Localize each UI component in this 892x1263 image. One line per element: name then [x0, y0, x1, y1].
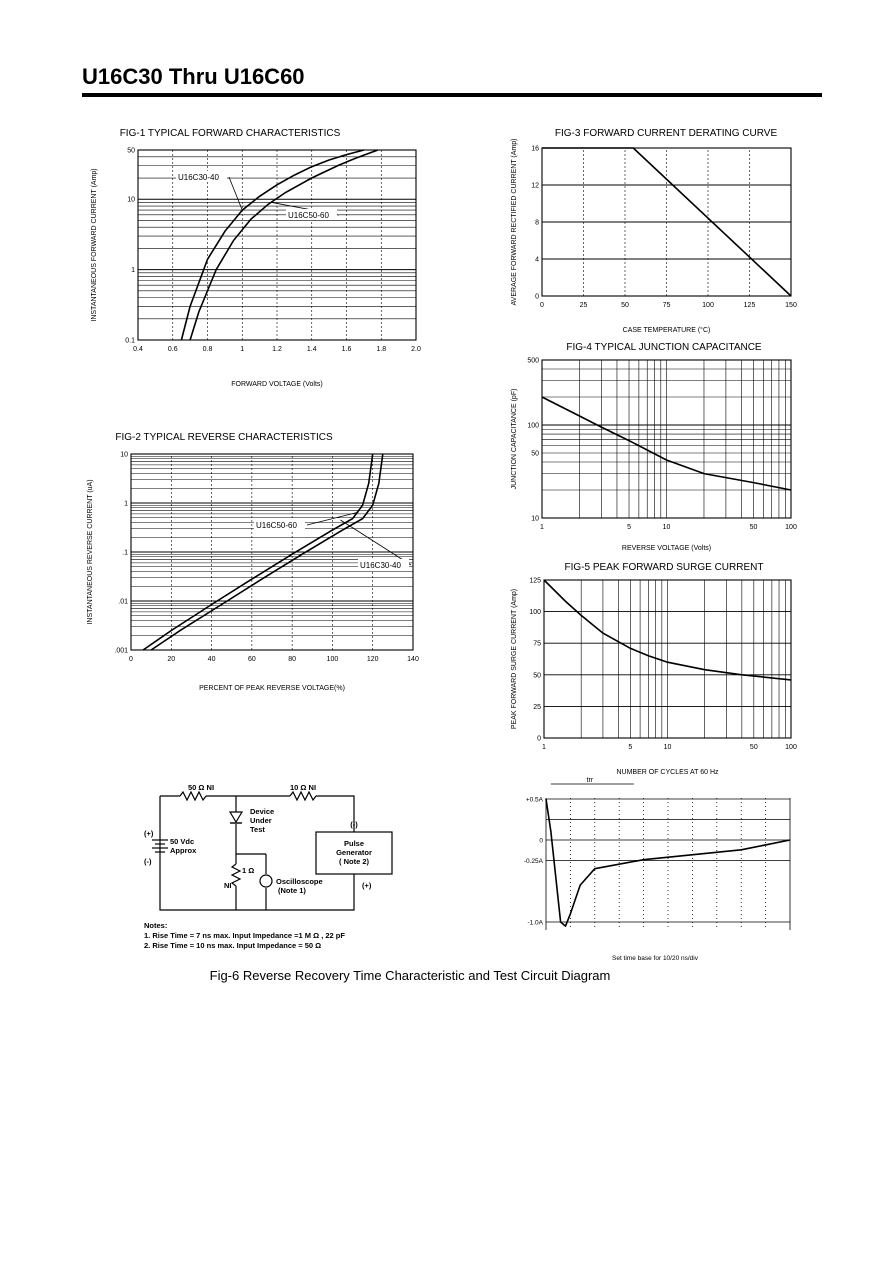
resistor-r2	[290, 792, 316, 800]
fig5-xtick-label: 100	[785, 744, 797, 751]
fig6-trr-label: trr	[586, 777, 594, 784]
fig4-xtick-label: 10	[662, 524, 671, 531]
fig1-xlabel: FORWARD VOLTAGE (Volts)	[231, 381, 323, 388]
fig4-ytick-label: 100	[527, 422, 539, 430]
pg-minus-label: (-)	[350, 820, 358, 829]
oscilloscope-symbol	[260, 875, 272, 887]
fig2-ytick-label: 1	[124, 500, 128, 508]
fig1-annotation-leader	[229, 177, 242, 210]
fig3-ytick-label: 12	[531, 182, 539, 190]
fig2-annotation-label: U16C30-40	[360, 561, 401, 570]
r2-label: 10 Ω NI	[290, 783, 317, 792]
fig1-xtick-label: 1.6	[341, 346, 352, 353]
scope-label-2: (Note 1)	[278, 886, 306, 895]
pulse-label-3: ( Note 2)	[339, 857, 369, 866]
fig3-ylabel: AVERAGE FORWARD RECTIFIED CURRENT (Amp)	[511, 138, 518, 306]
fig5-ytick-label: 0	[537, 735, 541, 743]
fig2-title: FIG-2 TYPICAL REVERSE CHARACTERISTICS	[115, 432, 333, 443]
fig2-annotation-leader	[340, 520, 411, 565]
fig6-ytick-label: 0	[539, 837, 543, 845]
diode-symbol	[230, 812, 242, 822]
dut-label-1: Device	[250, 807, 275, 816]
fig5-xtick-label: 50	[749, 744, 758, 751]
r3-label: 1 Ω	[242, 866, 255, 875]
fig3-xtick-label: 125	[743, 302, 756, 309]
fig2-ytick-label: .01	[118, 598, 128, 606]
fig6-xlabel: Set time base for 10/20 ns/div	[612, 955, 698, 962]
fig3-title: FIG-3 FORWARD CURRENT DERATING CURVE	[554, 128, 778, 139]
fig5-xlabel: NUMBER OF CYCLES AT 60 Hz	[616, 769, 719, 776]
fig4-junction-capacitance-chart	[500, 338, 810, 556]
fig2-ytick-label: .1	[122, 549, 128, 557]
fig2-ytick-label: 10	[120, 451, 128, 459]
fig3-xtick-label: 75	[662, 302, 671, 309]
fig3-xtick-label: 25	[579, 302, 588, 309]
fig2-xtick-label: 80	[288, 656, 297, 663]
fig3-xtick-label: 100	[702, 302, 714, 309]
fig5-xtick-label: 5	[628, 744, 633, 751]
supply-approx-label: Approx	[170, 846, 197, 855]
fig4-ytick-label: 10	[531, 515, 539, 523]
notes-heading: Notes:	[144, 921, 168, 930]
fig5-surge-current-chart	[500, 558, 810, 780]
fig3-ytick-label: 8	[535, 219, 539, 227]
fig2-reverse-characteristics-chart	[76, 424, 450, 704]
dut-label-2: Under	[250, 816, 272, 825]
fig2-xtick-label: 40	[207, 656, 216, 663]
fig4-xtick-label: 1	[540, 524, 544, 531]
scope-label-1: Oscilloscope	[276, 877, 323, 886]
fig1-ylabel: INSTANTANEOUS FORWARD CURRENT (Amp)	[91, 168, 98, 322]
fig3-ytick-label: 4	[535, 256, 539, 264]
fig1-xtick-label: 1	[240, 346, 245, 353]
fig4-xtick-label: 100	[785, 524, 797, 531]
header-rule	[82, 93, 822, 97]
fig4-xlabel: REVERSE VOLTAGE (Volts)	[621, 545, 712, 552]
supply-minus-label: (-)	[144, 857, 152, 866]
fig3-xtick-label: 150	[785, 302, 797, 309]
fig2-xtick-label: 60	[247, 656, 256, 663]
fig3-xtick-label: 0	[540, 302, 544, 309]
fig6-grid	[546, 798, 790, 930]
fig4-title: FIG-4 TYPICAL JUNCTION CAPACITANCE	[566, 342, 762, 353]
fig3-derating-curve-chart	[500, 122, 810, 340]
fig3-ytick-label: 0	[535, 293, 539, 301]
fig1-forward-characteristics-chart	[80, 120, 450, 400]
fig4-ytick-label: 50	[531, 450, 539, 458]
fig2-xtick-label: 0	[129, 656, 133, 663]
fig1-xtick-label: 2.0	[411, 346, 421, 353]
fig6-ytick-label: -1.0A	[527, 919, 543, 927]
fig5-ylabel: PEAK FORWARD SURGE CURRENT (Amp)	[511, 588, 518, 730]
fig6-caption: Fig-6 Reverse Recovery Time Characteristic and Test Circuit Diagram	[209, 968, 611, 983]
fig5-ytick-label: 75	[533, 640, 541, 648]
fig2-xlabel: PERCENT OF PEAK REVERSE VOLTAGE(%)	[199, 685, 345, 692]
fig1-xtick-label: 1.2	[272, 346, 282, 353]
dut-label-3: Test	[250, 825, 265, 834]
r3-ni-label: NI	[224, 881, 232, 890]
fig2-grid	[131, 454, 413, 650]
fig5-ytick-label: 100	[529, 609, 541, 617]
resistor-r3	[232, 864, 240, 886]
test-circuit-diagram	[140, 778, 420, 958]
fig6-ytick-label: -0.25A	[523, 858, 543, 865]
fig1-annotation-label: U16C30-40	[178, 173, 219, 182]
fig1-annotation-label: U16C50-60	[288, 211, 329, 220]
fig3-xlabel: CASE TEMPERATURE (°C)	[622, 327, 711, 334]
pg-plus-label: (+)	[362, 881, 372, 890]
fig1-ytick-label: 50	[127, 147, 135, 155]
fig1-xtick-label: 0.8	[202, 346, 213, 353]
fig5-ytick-label: 25	[533, 703, 541, 711]
fig2-xtick-label: 20	[167, 656, 176, 663]
fig2-xtick-label: 120	[366, 656, 379, 663]
fig1-xtick-label: 0.6	[167, 346, 178, 353]
fig5-ytick-label: 125	[529, 577, 541, 585]
fig2-xtick-label: 100	[326, 656, 339, 663]
fig4-xtick-label: 5	[627, 524, 631, 531]
fig1-xtick-label: 0.4	[133, 346, 143, 353]
note-1: 1. Rise Time = 7 ns max. Input Impedance =1 M Ω , 22 pF	[144, 931, 345, 940]
fig1-ytick-label: 0.1	[125, 337, 135, 345]
fig1-title: FIG-1 TYPICAL FORWARD CHARACTERISTICS	[119, 128, 341, 139]
r1-label: 50 Ω NI	[188, 783, 215, 792]
fig2-ytick-label: .001	[114, 647, 128, 655]
fig1-xtick-label: 1.8	[376, 346, 387, 353]
fig6-ytick-label: +0.5A	[525, 796, 543, 804]
fig5-grid	[544, 580, 791, 738]
fig4-grid	[542, 360, 791, 518]
fig4-xtick-label: 50	[749, 524, 758, 531]
pulse-label-2: Generator	[336, 848, 372, 857]
fig4-ytick-label: 500	[527, 357, 539, 365]
fig4-ylabel: JUNCTION CAPACITANCE (pF)	[511, 388, 518, 490]
fig6-reverse-recovery-waveform	[500, 770, 810, 966]
fig2-ylabel: INSTANTANEOUS REVERSE CURRENT (uA)	[87, 479, 94, 625]
fig2-xtick-label: 140	[407, 656, 419, 663]
fig3-xtick-label: 50	[621, 302, 629, 309]
resistor-r1	[180, 792, 206, 800]
fig5-xtick-label: 1	[542, 744, 546, 751]
fig3-ytick-label: 16	[531, 145, 539, 153]
fig2-annotation-label: U16C50-60	[256, 521, 297, 530]
fig5-xtick-label: 10	[663, 744, 672, 751]
note-2: 2. Rise Time = 10 ns max. Input Impedance = 50 Ω	[144, 941, 322, 950]
fig1-ytick-label: 10	[127, 196, 135, 204]
supply-voltage-label: 50 Vdc	[170, 837, 195, 846]
supply-plus-label: (+)	[144, 829, 154, 838]
fig5-title: FIG-5 PEAK FORWARD SURGE CURRENT	[564, 562, 764, 573]
fig5-ytick-label: 50	[533, 672, 541, 680]
fig3-grid	[542, 148, 791, 296]
pulse-label-1: Pulse	[343, 839, 365, 848]
page-title: U16C30 Thru U16C60	[82, 64, 305, 89]
fig1-ytick-label: 1	[131, 267, 135, 275]
fig1-xtick-label: 1.4	[306, 346, 317, 353]
